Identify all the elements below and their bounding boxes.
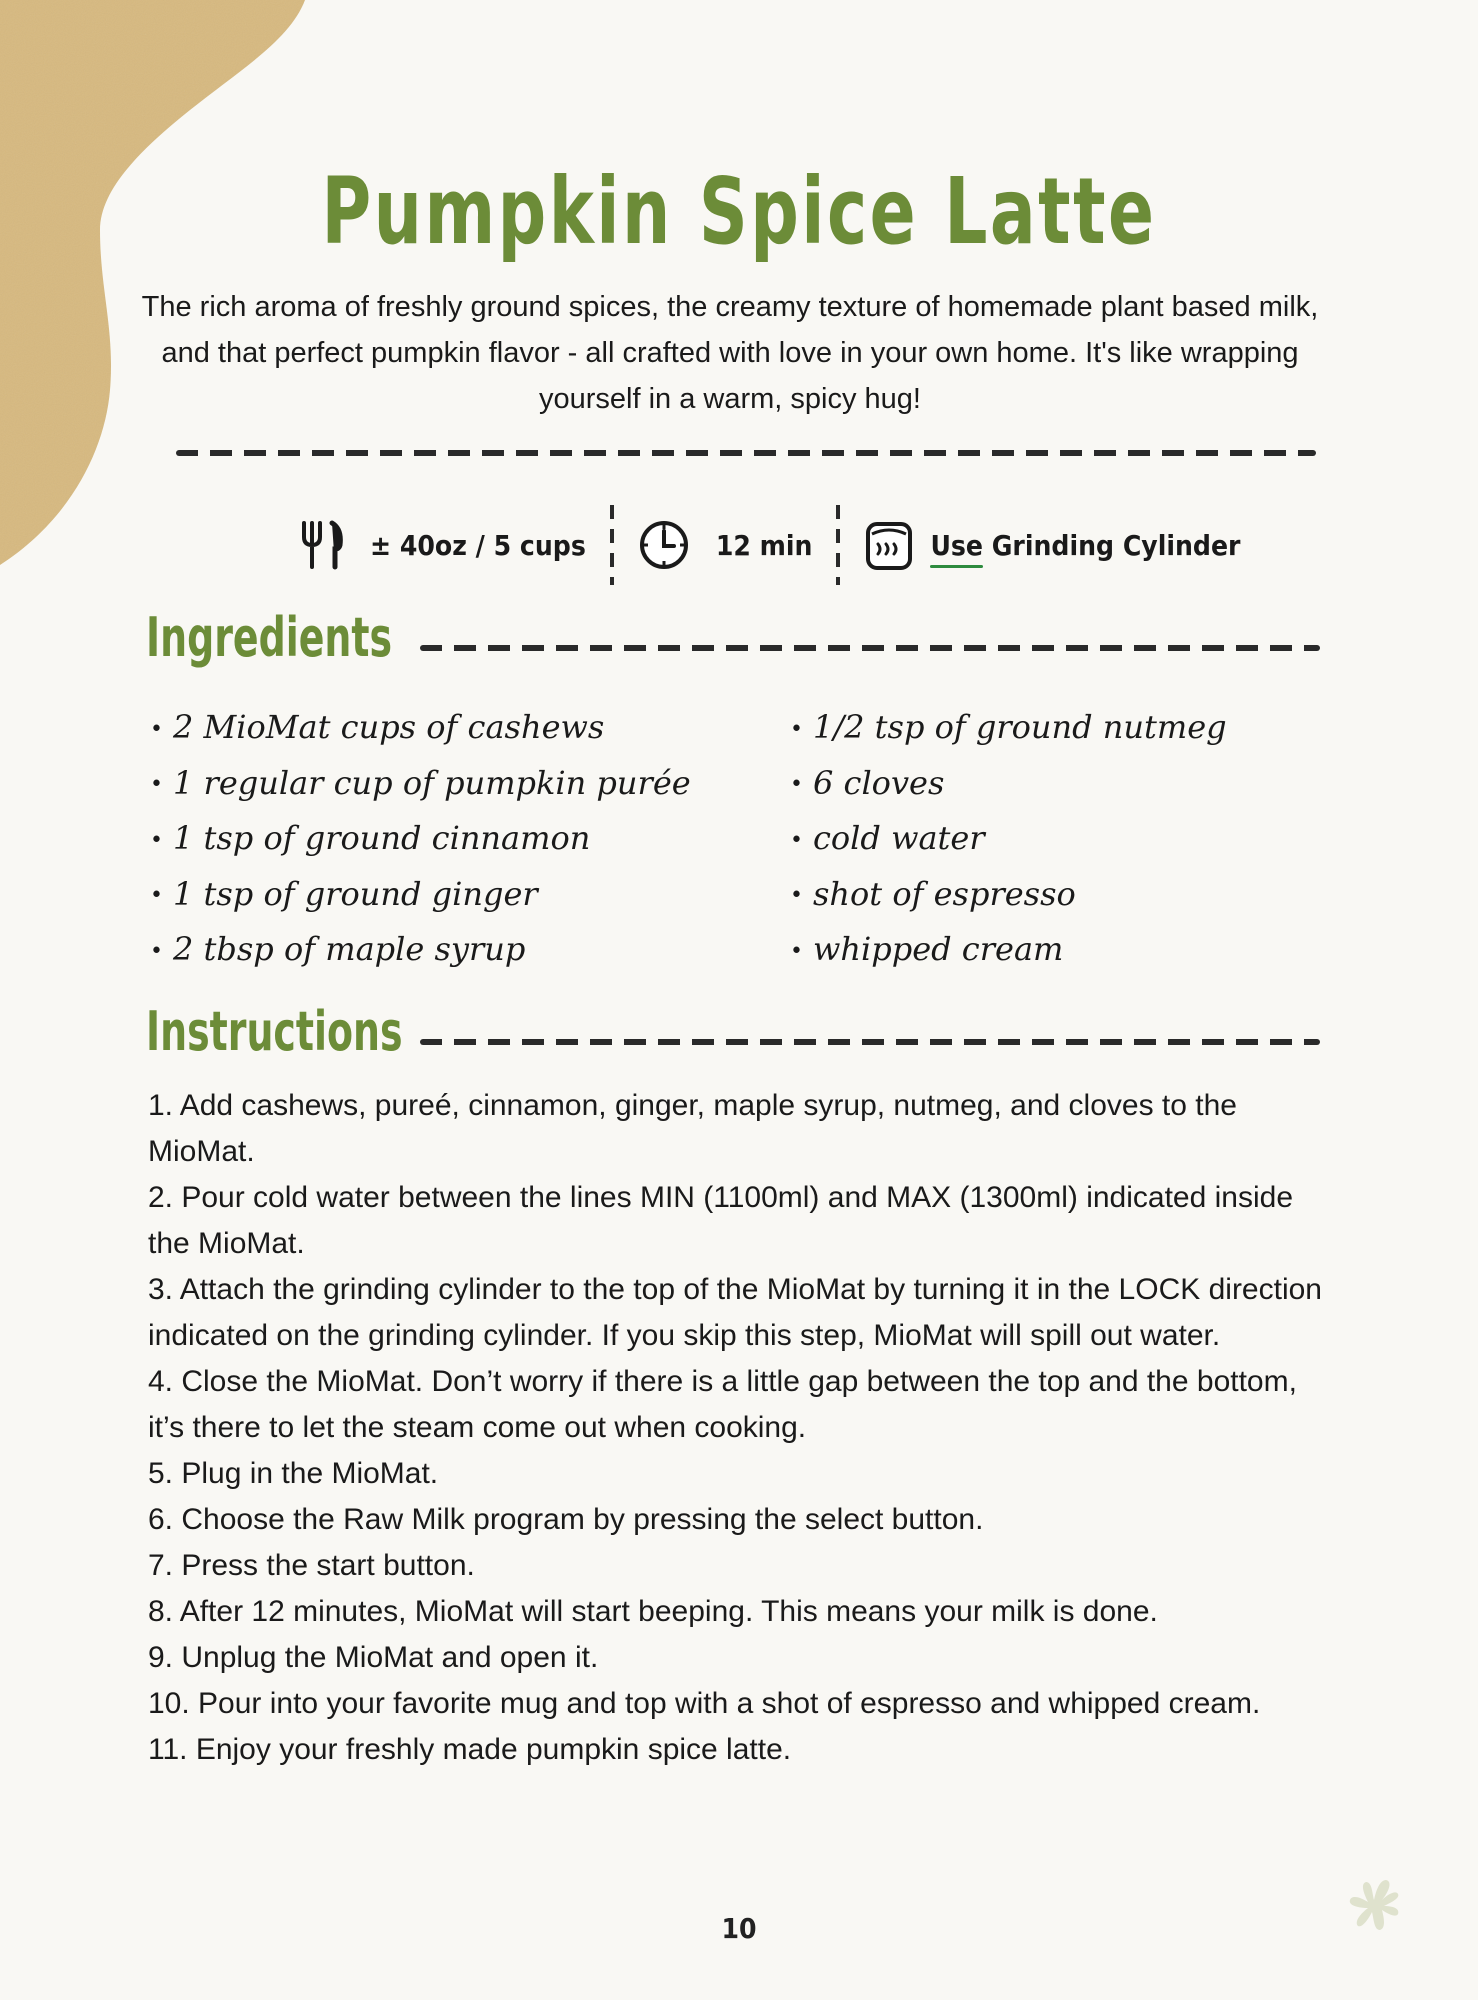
ingredient-item: • 1 tsp of ground cinnamon [150, 819, 591, 857]
ingredient-item: • 1/2 tsp of ground nutmeg [790, 708, 1227, 746]
page-number: 10 [721, 1912, 757, 1945]
ingredient-item: • 1 regular cup of pumpkin purée [150, 763, 691, 802]
clock-icon [638, 519, 690, 571]
bullet: • [790, 883, 803, 909]
ingredient-item: • 2 MioMat cups of cashews [150, 708, 605, 746]
bullet: • [150, 716, 163, 742]
bullet: • [150, 827, 163, 853]
instruction-step: 11. Enjoy your freshly made pumpkin spice latte. [148, 1733, 792, 1766]
instruction-step: 9. Unplug the MioMat and open it. [148, 1641, 599, 1674]
tool-label [930, 529, 1240, 562]
instruction-step: 5. Plug in the MioMat. [148, 1457, 439, 1490]
instruction-step: 4. Close the MioMat. Don’t worry if there is a little gap between the top and the bottom, it’s there to let the steam come out when cooking. [148, 1365, 1297, 1444]
time-info [638, 519, 813, 571]
ingredient-item: • 1 tsp of ground ginger [150, 874, 538, 913]
page-title: Pumpkin Spice Latte [321, 158, 1157, 265]
ingredients-list [150, 700, 1330, 978]
instructions-heading: Instructions [146, 1000, 403, 1063]
yield-label: ± 40oz / 5 cups [370, 528, 586, 562]
bullet: • [150, 938, 163, 964]
ingredient-item: • 6 cloves [790, 763, 945, 802]
instruction-step: 3. Attach the grinding cylinder to the top of the MioMat by turning it in the LOCK direction indicated on the grinding cylinder. If you skip this step, MioMat will spill out water. [148, 1273, 1322, 1352]
instruction-step: 8. After 12 minutes, MioMat will start beeping. This means your milk is done. [148, 1595, 1158, 1628]
tool-label-rest: Grinding Cylinder [983, 528, 1241, 562]
ingredients-column-right [790, 700, 1330, 978]
instruction-step: 7. Press the start button. [148, 1549, 475, 1582]
bullet: • [790, 772, 803, 798]
ingredients-column-left [150, 700, 790, 978]
ingredient-item: • 2 tbsp of maple syrup [150, 930, 526, 968]
bullet: • [150, 883, 163, 909]
ingredients-heading: Ingredients [146, 606, 393, 669]
instruction-step: 1. Add cashews, pureé, cinnamon, ginger, maple syrup, nutmeg, and cloves to the MioMat. [148, 1089, 1237, 1168]
meta-separator [836, 505, 840, 585]
instruction-step: 6. Choose the Raw Milk program by pressing the select button. [148, 1503, 984, 1536]
fork-knife-icon [300, 519, 344, 571]
grinding-cylinder-icon [864, 518, 914, 572]
ingredients-divider [420, 645, 1320, 651]
ingredient-item: • whipped cream [790, 930, 1064, 968]
bullet: • [790, 716, 803, 742]
bullet: • [150, 772, 163, 798]
ingredients-header [146, 606, 461, 669]
divider [176, 450, 1316, 456]
instructions-divider [420, 1039, 1320, 1045]
ingredient-item: • shot of espresso [790, 874, 1076, 913]
splat-decoration-icon [1338, 1870, 1410, 1942]
bullet: • [790, 827, 803, 853]
recipe-meta-bar [300, 505, 1240, 585]
instruction-step: 10. Pour into your favorite mug and top with a shot of espresso and whipped cream. [148, 1687, 1261, 1720]
meta-separator [610, 505, 614, 585]
instructions-list [148, 1083, 1338, 1773]
bullet: • [790, 938, 803, 964]
tool-label-use: Use [930, 528, 983, 562]
yield-info [300, 519, 586, 571]
instructions-header [146, 1000, 475, 1063]
instruction-step: 2. Pour cold water between the lines MIN (1100ml) and MAX (1300ml) indicated inside the MioMat. [148, 1181, 1294, 1260]
time-label: 12 min [715, 528, 813, 562]
intro-paragraph: The rich aroma of freshly ground spices, the creamy texture of homemade plant based milk, and that perfect pumpkin flavor - all crafted with love in your own home. It's like wrapping yourself in a warm, spicy hug! [141, 291, 1319, 415]
ingredient-item: • cold water [790, 819, 985, 857]
tool-info [864, 518, 1240, 572]
